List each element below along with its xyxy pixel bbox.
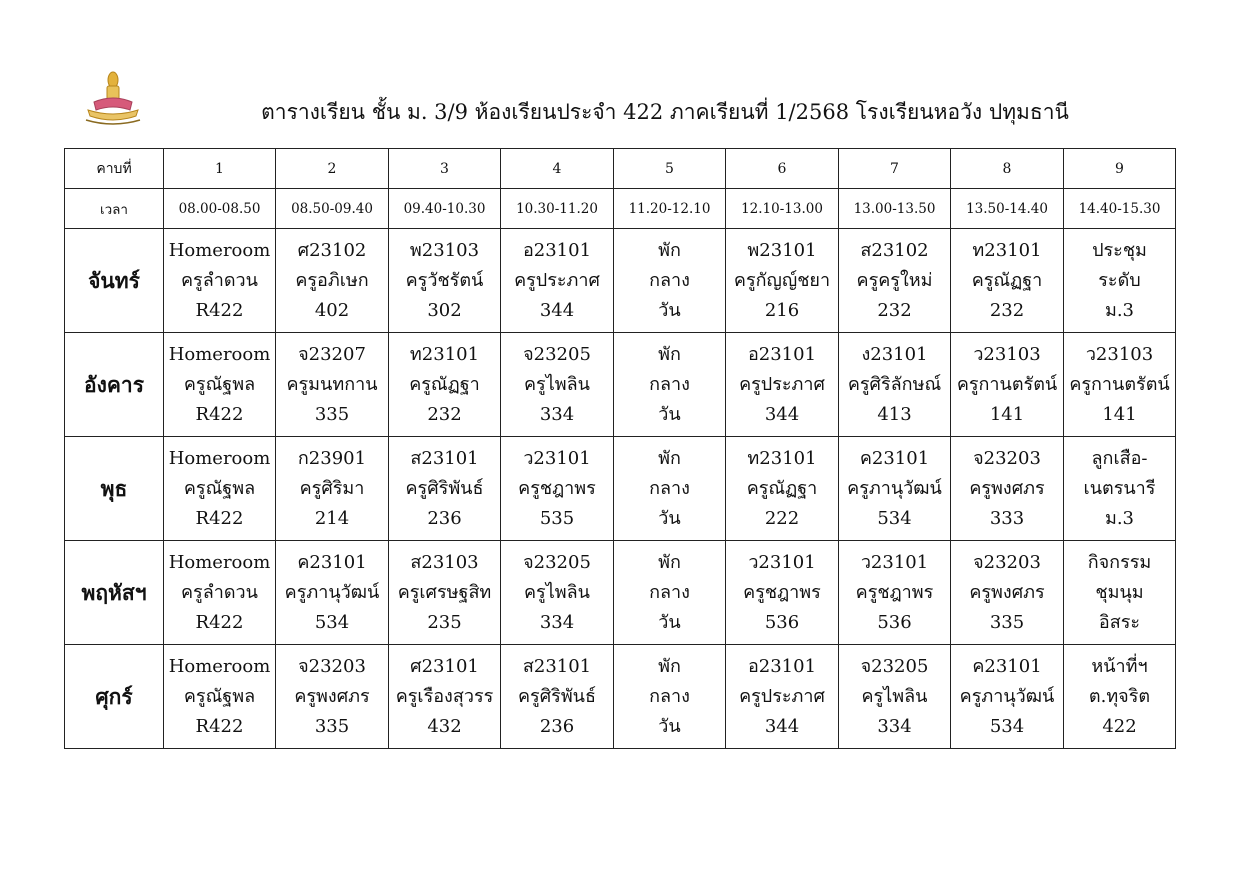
subject-code: จ23207 xyxy=(298,343,366,365)
timetable-cell xyxy=(389,645,501,749)
subject-code: ศ23101 xyxy=(410,655,479,677)
room-number: 534 xyxy=(877,507,912,529)
room-number: 335 xyxy=(989,611,1025,633)
teacher-name: ครูณัฐพล xyxy=(183,477,256,499)
period-number: 4 xyxy=(501,149,614,189)
subject-code: พัก xyxy=(658,343,681,365)
room-number: 302 xyxy=(427,299,462,321)
subject-code: ส23101 xyxy=(522,655,592,677)
day-name: พุธ xyxy=(65,437,164,541)
subject-code: ลูกเสือ- xyxy=(1091,447,1148,469)
teacher-name: ครูอภิเษก xyxy=(295,269,369,291)
subject-code: ก23901 xyxy=(297,447,367,469)
teacher-name: ครูพงศภร xyxy=(969,477,1045,499)
room-number: 344 xyxy=(764,715,800,737)
room-number: วัน xyxy=(658,403,681,425)
teacher-name: ครูประภาศ xyxy=(739,373,825,395)
room-number: R422 xyxy=(195,715,244,737)
teacher-name: ครูศิริมา xyxy=(299,477,365,499)
teacher-name: ครูชฎาพร xyxy=(518,477,596,499)
teacher-name: ครูเศรษฐสิท xyxy=(397,581,492,603)
school-emblem-icon xyxy=(80,70,146,130)
timetable xyxy=(64,148,1176,749)
room-number: 222 xyxy=(764,507,800,529)
timetable-cell xyxy=(1064,541,1176,645)
teacher-name: ครูประภาศ xyxy=(514,269,600,291)
subject-code: Homeroom xyxy=(168,447,271,469)
timetable-cell xyxy=(726,333,839,437)
room-number: 344 xyxy=(539,299,575,321)
timetable-cell xyxy=(1064,333,1176,437)
day-name: ศุกร์ xyxy=(65,645,164,749)
teacher-name: ครูกัญญ์ชยา xyxy=(733,269,831,291)
room-number: 432 xyxy=(427,715,462,737)
teacher-name: ครูศิริลักษณ์ xyxy=(847,373,942,395)
period-time: 13.00-13.50 xyxy=(839,189,951,229)
timetable-cell xyxy=(389,541,501,645)
room-number: วัน xyxy=(658,507,681,529)
timetable-cell xyxy=(276,333,389,437)
subject-code: พัก xyxy=(658,551,681,573)
timetable-cell xyxy=(501,645,614,749)
timetable-cell xyxy=(839,541,951,645)
timetable-cell xyxy=(951,645,1064,749)
period-time: 14.40-15.30 xyxy=(1064,189,1176,229)
timetable-cell xyxy=(276,229,389,333)
teacher-name: ครูกานตรัตน์ xyxy=(1069,373,1170,395)
timetable-cell xyxy=(501,333,614,437)
teacher-name: ครูไพลิน xyxy=(524,373,590,395)
timetable-cell xyxy=(389,229,501,333)
teacher-name: ครูศิริพันธ์ xyxy=(405,477,484,499)
period-number: 8 xyxy=(951,149,1064,189)
room-number: 536 xyxy=(877,611,912,633)
subject-code: ศ23102 xyxy=(297,239,367,261)
timetable-cell xyxy=(164,437,276,541)
time-header-row xyxy=(65,189,1176,229)
day-row xyxy=(65,333,1176,437)
teacher-name: ครูวัชรัตน์ xyxy=(405,269,484,291)
subject-code: อ23101 xyxy=(747,343,817,365)
teacher-name: ชุมนุม xyxy=(1095,581,1144,603)
time-label: เวลา xyxy=(65,189,164,229)
timetable-cell xyxy=(276,437,389,541)
timetable-cell xyxy=(1064,645,1176,749)
timetable-cell xyxy=(501,229,614,333)
subject-code: จ23205 xyxy=(523,343,591,365)
period-number: 5 xyxy=(614,149,726,189)
period-time: 09.40-10.30 xyxy=(389,189,501,229)
period-time: 13.50-14.40 xyxy=(951,189,1064,229)
timetable-cell xyxy=(276,645,389,749)
day-row xyxy=(65,229,1176,333)
teacher-name: ต.ทุจริต xyxy=(1088,685,1151,707)
room-number: R422 xyxy=(195,507,244,529)
subject-code: ว23103 xyxy=(973,343,1041,365)
timetable-cell xyxy=(389,333,501,437)
teacher-name: ครูกานตรัตน์ xyxy=(956,373,1058,395)
subject-code: Homeroom xyxy=(168,343,271,365)
room-number: 216 xyxy=(764,299,800,321)
teacher-name: ครูณัฐพล xyxy=(183,685,256,707)
room-number: 344 xyxy=(764,403,800,425)
teacher-name: ครูเรืองสุวรร xyxy=(395,685,494,707)
teacher-name: ครูภานุวัฒน์ xyxy=(284,581,380,603)
room-number: R422 xyxy=(195,403,244,425)
room-number: 534 xyxy=(989,715,1025,737)
subject-code: ส23102 xyxy=(860,239,929,261)
teacher-name: ครูมนทกาน xyxy=(286,373,378,395)
timetable-cell xyxy=(1064,437,1176,541)
subject-code: ท23101 xyxy=(972,239,1042,261)
timetable-cell xyxy=(614,437,726,541)
timetable-cell xyxy=(951,229,1064,333)
subject-code: ท23101 xyxy=(409,343,480,365)
timetable-cell xyxy=(839,645,951,749)
room-number: 236 xyxy=(539,715,575,737)
period-header-row xyxy=(65,149,1176,189)
timetable-cell xyxy=(389,437,501,541)
room-number: 141 xyxy=(1102,403,1137,425)
period-number: 7 xyxy=(839,149,951,189)
timetable-cell xyxy=(501,541,614,645)
subject-code: ประชุม xyxy=(1092,239,1147,261)
timetable-cell xyxy=(164,333,276,437)
room-number: 413 xyxy=(877,403,912,425)
subject-code: กิจกรรม xyxy=(1087,551,1152,573)
room-number: 534 xyxy=(314,611,350,633)
period-number: 9 xyxy=(1064,149,1176,189)
timetable-cell xyxy=(839,437,951,541)
subject-code: ส23103 xyxy=(410,551,479,573)
period-time: 12.10-13.00 xyxy=(726,189,839,229)
teacher-name: ครูชฎาพร xyxy=(743,581,821,603)
subject-code: ว23101 xyxy=(748,551,816,573)
period-number: 1 xyxy=(164,149,276,189)
subject-code: พัก xyxy=(658,447,681,469)
timetable-cell xyxy=(951,437,1064,541)
day-row xyxy=(65,541,1176,645)
room-number: 536 xyxy=(764,611,800,633)
room-number: ม.3 xyxy=(1104,507,1135,529)
timetable-cell xyxy=(726,541,839,645)
room-number: วัน xyxy=(658,715,681,737)
timetable-cell xyxy=(726,437,839,541)
subject-code: พัก xyxy=(658,655,681,677)
subject-code: อ23101 xyxy=(747,655,817,677)
subject-code: พ23103 xyxy=(409,239,480,261)
day-name: อังคาร xyxy=(65,333,164,437)
teacher-name: ครูชฎาพร xyxy=(855,581,934,603)
timetable-cell xyxy=(951,541,1064,645)
timetable-cell xyxy=(614,645,726,749)
room-number: R422 xyxy=(195,299,244,321)
teacher-name: กลาง xyxy=(649,685,690,707)
timetable-cell xyxy=(614,541,726,645)
teacher-name: ครูไพลิน xyxy=(861,685,928,707)
teacher-name: ครูประภาศ xyxy=(739,685,825,707)
room-number: อิสระ xyxy=(1098,611,1141,633)
subject-code: พัก xyxy=(658,239,681,261)
teacher-name: ระดับ xyxy=(1098,269,1141,291)
teacher-name: เนตรนารี xyxy=(1083,477,1156,499)
teacher-name: ครูลำดวน xyxy=(181,581,258,603)
teacher-name: ครูศิริพันธ์ xyxy=(518,685,596,707)
timetable-cell xyxy=(501,437,614,541)
day-row xyxy=(65,645,1176,749)
timetable-cell xyxy=(726,645,839,749)
teacher-name: กลาง xyxy=(649,269,690,291)
period-time: 11.20-12.10 xyxy=(614,189,726,229)
room-number: 335 xyxy=(314,715,350,737)
day-name: จันทร์ xyxy=(65,229,164,333)
room-number: 535 xyxy=(539,507,575,529)
room-number: 334 xyxy=(539,611,575,633)
room-number: 422 xyxy=(1102,715,1137,737)
teacher-name: ครูพงศภร xyxy=(294,685,370,707)
teacher-name: ครูลำดวน xyxy=(181,269,258,291)
timetable-cell xyxy=(1064,229,1176,333)
timetable-cell xyxy=(164,541,276,645)
subject-code: ส23101 xyxy=(410,447,479,469)
timetable-cell xyxy=(276,541,389,645)
teacher-name: ครูณัฏฐา xyxy=(746,477,818,499)
subject-code: ว23103 xyxy=(1085,343,1154,365)
room-number: 232 xyxy=(989,299,1025,321)
timetable-cell xyxy=(726,229,839,333)
period-label: คาบที่ xyxy=(65,149,164,189)
teacher-name: ครูณัฐพล xyxy=(183,373,256,395)
teacher-name: ครูภานุวัฒน์ xyxy=(959,685,1055,707)
period-time: 08.00-08.50 xyxy=(164,189,276,229)
subject-code: ค23101 xyxy=(972,655,1042,677)
period-number: 3 xyxy=(389,149,501,189)
timetable-cell xyxy=(164,645,276,749)
teacher-name: ครูครูใหม่ xyxy=(856,269,933,291)
room-number: 334 xyxy=(539,403,575,425)
subject-code: ว23101 xyxy=(523,447,591,469)
room-number: 232 xyxy=(877,299,912,321)
subject-code: จ23203 xyxy=(973,551,1041,573)
subject-code: Homeroom xyxy=(168,551,271,573)
subject-code: ว23101 xyxy=(860,551,929,573)
teacher-name: ครูณัฏฐา xyxy=(971,269,1043,291)
subject-code: จ23203 xyxy=(973,447,1041,469)
timetable-cell xyxy=(951,333,1064,437)
teacher-name: ครูภานุวัฒน์ xyxy=(847,477,942,499)
room-number: R422 xyxy=(195,611,244,633)
timetable-cell xyxy=(614,333,726,437)
subject-code: จ23205 xyxy=(860,655,929,677)
room-number: 334 xyxy=(877,715,912,737)
room-number: 141 xyxy=(989,403,1025,425)
room-number: 333 xyxy=(989,507,1025,529)
teacher-name: ครูพงศภร xyxy=(969,581,1045,603)
room-number: 236 xyxy=(427,507,462,529)
day-name: พฤหัสฯ xyxy=(65,541,164,645)
room-number: 335 xyxy=(314,403,350,425)
room-number: 235 xyxy=(427,611,462,633)
subject-code: ค23101 xyxy=(859,447,930,469)
timetable-cell xyxy=(164,229,276,333)
period-number: 6 xyxy=(726,149,839,189)
teacher-name: กลาง xyxy=(649,373,690,395)
period-time: 08.50-09.40 xyxy=(276,189,389,229)
timetable-cell xyxy=(839,229,951,333)
teacher-name: ครูไพลิน xyxy=(524,581,590,603)
period-time: 10.30-11.20 xyxy=(501,189,614,229)
subject-code: อ23101 xyxy=(522,239,592,261)
subject-code: Homeroom xyxy=(168,239,271,261)
subject-code: หน้าที่ฯ xyxy=(1091,655,1148,677)
room-number: 214 xyxy=(314,507,350,529)
subject-code: จ23205 xyxy=(523,551,591,573)
subject-code: ค23101 xyxy=(297,551,367,573)
room-number: วัน xyxy=(658,611,681,633)
timetable-cell xyxy=(614,229,726,333)
room-number: วัน xyxy=(658,299,681,321)
room-number: ม.3 xyxy=(1104,299,1135,321)
room-number: 232 xyxy=(427,403,462,425)
subject-code: Homeroom xyxy=(168,655,271,677)
subject-code: จ23203 xyxy=(298,655,366,677)
period-number: 2 xyxy=(276,149,389,189)
timetable-cell xyxy=(839,333,951,437)
teacher-name: ครูณัฏฐา xyxy=(409,373,480,395)
teacher-name: กลาง xyxy=(649,581,690,603)
subject-code: ท23101 xyxy=(747,447,817,469)
page-title: ตารางเรียน ชั้น ม. 3/9 ห้องเรียนประจำ 422 ภาคเรียนที่ 1/2568 โรงเรียนหอวัง ปทุมธานี xyxy=(261,100,1069,124)
room-number: 402 xyxy=(314,299,350,321)
subject-code: ง23101 xyxy=(861,343,928,365)
subject-code: พ23101 xyxy=(747,239,817,261)
teacher-name: กลาง xyxy=(649,477,690,499)
day-row xyxy=(65,437,1176,541)
